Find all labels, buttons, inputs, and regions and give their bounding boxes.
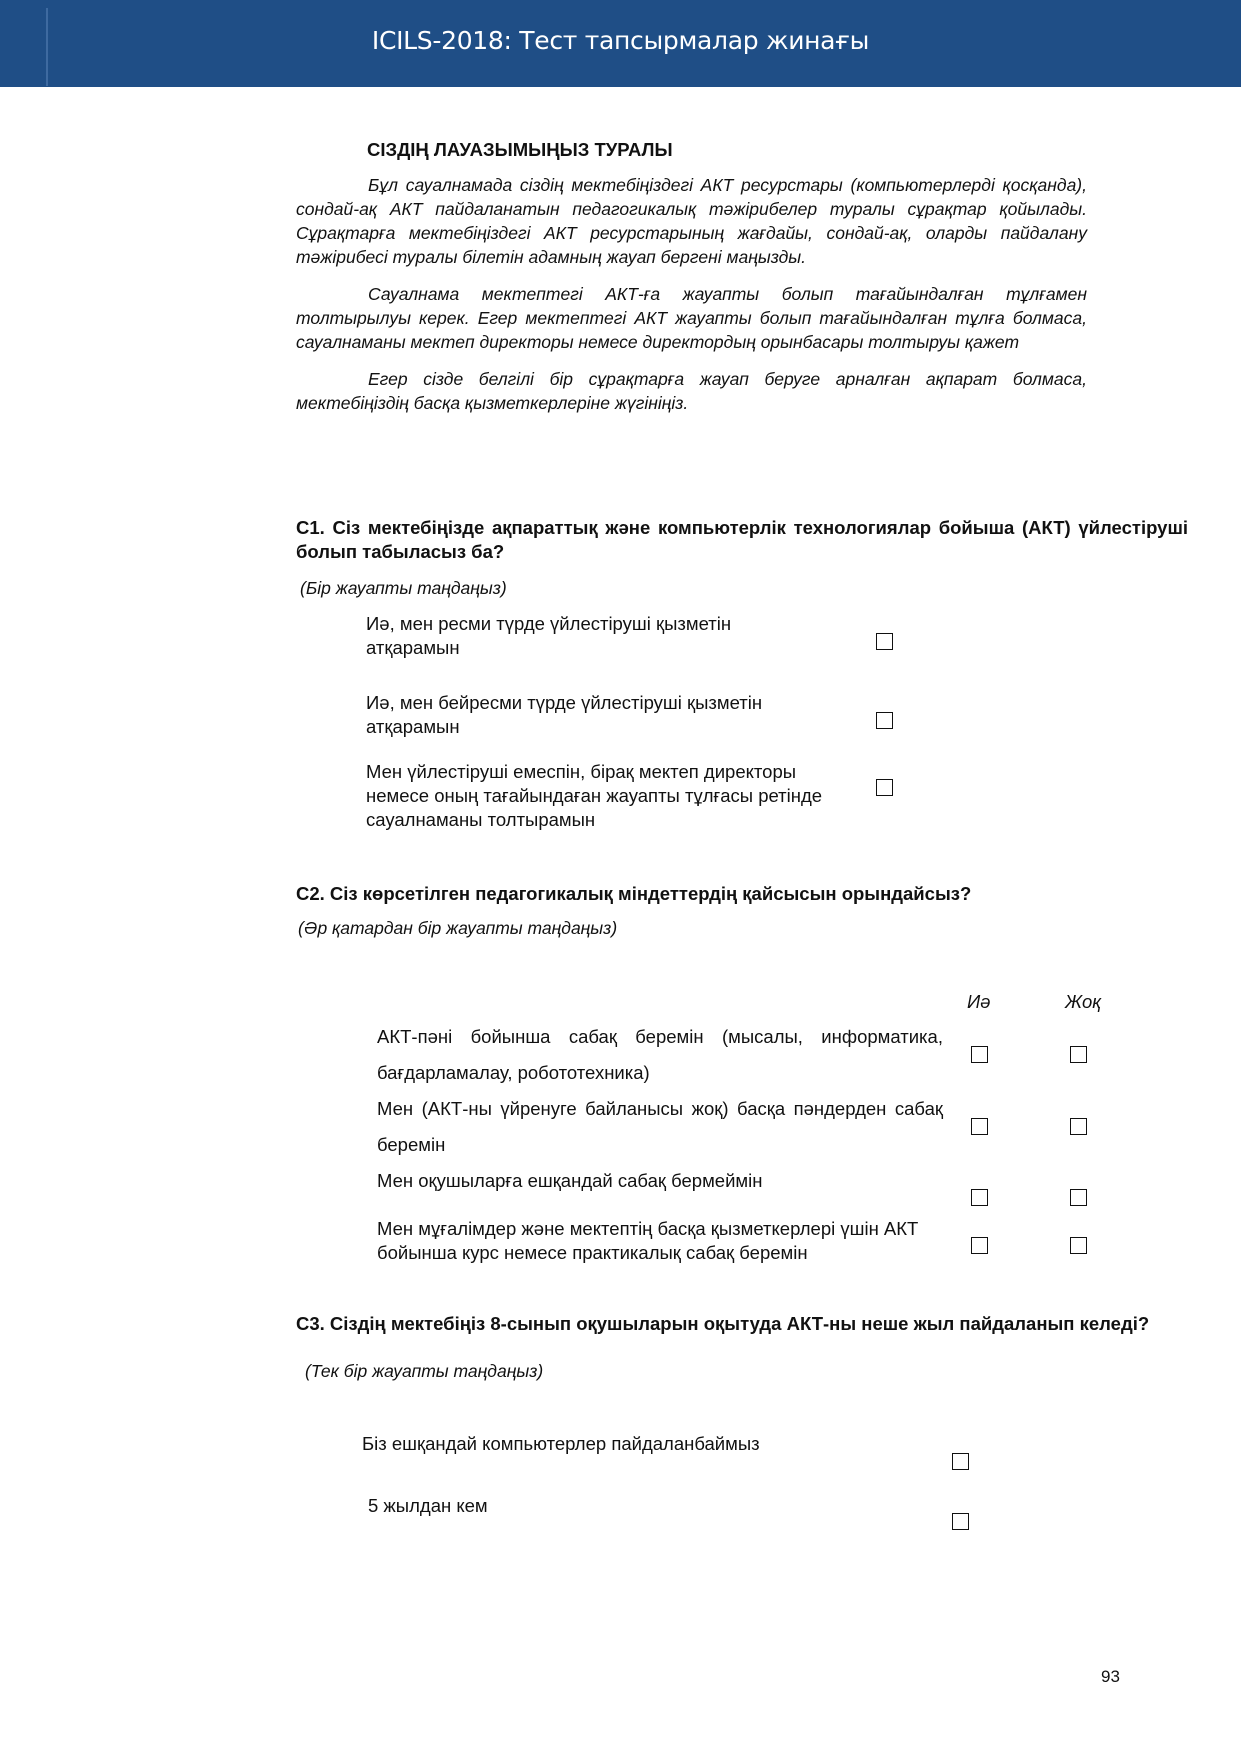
c2-row-2-label: Мен (АКТ-ны үйренуге байланысы жоқ) басқа пәндерден сабақ беремін — [377, 1098, 943, 1155]
c2-row-1-label: АКТ-пәні бойынша сабақ беремін (мысалы, информатика, бағдарламалау, робототехника) — [377, 1026, 943, 1083]
intro-paragraph-1: Бұл сауалнамада сіздің мектебіңіздегі АКТ ресурстары (компьютерлерді қосқанда), сондай-ақ АКТ пайдаланатын педагогикалық тәжірибелер туралы сұрақтар қойылады. Сұрақтарға мектебіңіздегі АКТ ресурстарының жағдайы, сондай-ақ, оларды пайдалану тәжірибесі туралы білетін адамның жауап бергені маңызды. — [296, 175, 1087, 267]
c1-option-2-checkbox[interactable] — [876, 712, 893, 729]
question-c1: C1. Сіз мектебіңізде ақпараттық және компьютерлік технологиялар бойыша (АКТ) үйлестіруші болып табыласыз ба? — [296, 517, 1188, 562]
c1-option-1-label: Иә, мен ресми түрде үйлестіруші қызметін атқарамын — [366, 613, 732, 658]
intro-paragraph-3: Егер сізде белгілі бір сұрақтарға жауап беруге арналған ақпарат болмаса, мектебіңіздің басқа қызметкерлеріне жүгініңіз. — [296, 369, 1087, 413]
c2-row-3-label: Мен оқушыларға ешқандай сабақ бермеймін — [377, 1170, 763, 1191]
c3-option-1-label: Біз ешқандай компьютерлер пайдаланбаймыз — [362, 1433, 760, 1454]
question-c3-instruction: (Тек бір жауапты таңдаңыз) — [305, 1361, 544, 1381]
c2-row-1-yes-checkbox[interactable] — [971, 1046, 988, 1063]
header-title: ICILS-2018: Тест тапсырмалар жинағы — [371, 26, 870, 55]
page-number: 93 — [1101, 1667, 1120, 1686]
page-header — [0, 0, 1241, 87]
c2-row-1-no-checkbox[interactable] — [1070, 1046, 1087, 1063]
c2-column-yes: Иә — [967, 991, 991, 1012]
intro-text — [296, 173, 1087, 428]
c2-row-2-yes-checkbox[interactable] — [971, 1118, 988, 1135]
c3-option-2-label: 5 жылдан кем — [368, 1495, 488, 1516]
c1-option-1-checkbox[interactable] — [876, 633, 893, 650]
c1-option-2-label: Иә, мен бейресми түрде үйлестіруші қызметін атқарамын — [366, 692, 763, 737]
c2-row-4-label: Мен мұғалімдер және мектептің басқа қызметкерлері үшін АКТ бойынша курс немесе практикалық сабақ беремін — [377, 1218, 919, 1263]
question-c2: C2. Сіз көрсетілген педагогикалық міндеттердің қайсысын орындайсыз? — [296, 883, 972, 904]
c2-row-4-no-checkbox[interactable] — [1070, 1237, 1087, 1254]
c2-column-no: Жоқ — [1065, 991, 1101, 1012]
c2-row-3-no-checkbox[interactable] — [1070, 1189, 1087, 1206]
intro-paragraph-2: Сауалнама мектептегі АКТ-ға жауапты болып тағайындалған тұлғамен толтырылуы керек. Егер мектептегі АКТ жауапты болып тағайындалған тұлға болмаса, сауалнаманы мектеп директоры немесе директордың орынбасары толтыруы қажет — [296, 284, 1087, 352]
c1-option-3-checkbox[interactable] — [876, 779, 893, 796]
c2-row-4-yes-checkbox[interactable] — [971, 1237, 988, 1254]
question-c3: C3. Сіздің мектебіңіз 8-сынып оқушыларын оқытуда АКТ-ны неше жыл пайдаланып келеді? — [296, 1313, 1150, 1334]
c2-row-2-no-checkbox[interactable] — [1070, 1118, 1087, 1135]
question-c1-instruction: (Бір жауапты таңдаңыз) — [300, 578, 507, 598]
c2-row-3-yes-checkbox[interactable] — [971, 1189, 988, 1206]
c1-option-3-label: Мен үйлестіруші емеспін, бірақ мектеп директоры немесе оның тағайындаған жауапты тұлғасы ретінде сауалнаманы толтырамын — [366, 761, 823, 830]
section-heading: СІЗДІҢ ЛАУАЗЫМЫҢЫЗ ТУРАЛЫ — [367, 139, 673, 160]
c3-option-1-checkbox[interactable] — [952, 1453, 969, 1470]
c3-option-2-checkbox[interactable] — [952, 1513, 969, 1530]
question-c2-instruction: (Әр қатардан бір жауапты таңдаңыз) — [298, 918, 618, 938]
